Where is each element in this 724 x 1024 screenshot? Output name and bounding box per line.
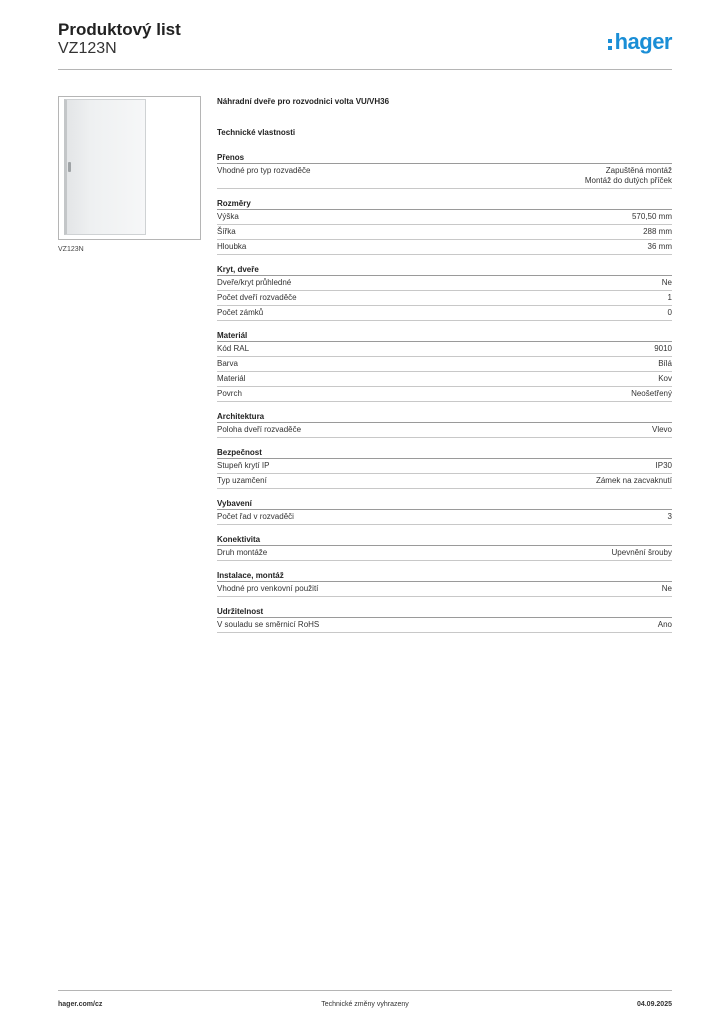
spec-value-line: IP30 [655,461,672,470]
spec-value [596,476,672,486]
spec-row [217,306,672,321]
spec-row [217,210,672,225]
page-footer [58,990,672,1012]
spec-value-line: 288 mm [643,227,672,236]
spec-row [217,582,672,597]
spec-value-line: Kov [658,374,672,383]
door-image-icon [64,99,146,235]
spec-row [217,276,672,291]
section-title: Bezpečnost [217,447,672,459]
spec-label: Šířka [217,227,236,236]
spec-value-line: Montáž do dutých příček [584,176,672,185]
spec-value [662,278,672,288]
spec-value-line: 1 [667,293,672,302]
spec-row [217,423,672,438]
spec-value [668,293,672,303]
section-title: Kryt, dveře [217,264,672,276]
spec-row [217,546,672,561]
spec-section [217,330,672,402]
spec-value-line: Ne [661,584,672,593]
spec-row [217,342,672,357]
product-code: VZ123N [58,40,117,57]
door-lock-icon [68,162,71,172]
logo-colon-icon [608,39,612,50]
spec-value [652,425,672,435]
page-title: Produktový list [58,20,181,39]
spec-value-line: Zapuštěná montáž [605,166,672,175]
spec-row [217,474,672,489]
spec-value-line: 9010 [654,344,672,353]
section-title: Rozměry [217,198,672,210]
footer-website[interactable]: hager.com/cz [58,1001,103,1008]
spec-value [654,344,672,354]
product-description: Náhradní dveře pro rozvodnici volta VU/VH36 [217,97,390,106]
spec-row [217,291,672,306]
technical-properties-heading: Technické vlastnosti [217,128,296,137]
spec-label: Barva [217,359,238,368]
footer-note: Technické změny vyhrazeny [321,1001,409,1008]
section-title: Architektura [217,411,672,423]
spec-section [217,411,672,438]
spec-value-line: Ne [661,278,672,287]
spec-value [658,359,672,369]
spec-row [217,164,672,189]
logo-text: hager [614,29,672,54]
spec-value-line: Neošetřený [631,389,672,398]
spec-row [217,387,672,402]
spec-value-line: Zámek na zacvaknutí [595,476,672,485]
spec-value [631,389,672,399]
spec-row [217,372,672,387]
spec-value-line: 0 [667,308,672,317]
spec-section [217,447,672,489]
spec-value [668,512,672,522]
section-title: Vybavení [217,498,672,510]
section-title: Instalace, montáž [217,570,672,582]
product-image-caption: VZ123N [58,246,84,253]
spec-row [217,240,672,255]
spec-value [648,242,672,252]
section-title: Udržitelnost [217,606,672,618]
spec-row [217,225,672,240]
spec-label: Druh montáže [217,548,268,557]
spec-label: Kód RAL [217,344,250,353]
spec-value [585,166,672,186]
spec-label: Stupeň krytí IP [217,461,270,470]
spec-row [217,510,672,525]
spec-label: Dveře/kryt průhledné [217,278,292,287]
spec-label: Výška [217,212,239,221]
spec-label: Materiál [217,374,246,383]
section-title: Konektivita [217,534,672,546]
spec-value [658,620,672,630]
spec-sections [217,152,672,633]
spec-value [632,212,672,222]
spec-value [658,374,672,384]
hager-logo [608,29,672,55]
spec-row [217,357,672,372]
spec-label: Počet řad v rozvaděči [217,512,294,521]
spec-label: Vhodné pro typ rozvaděče [217,166,311,175]
product-image [58,96,201,240]
spec-value [668,308,672,318]
spec-value-line: 3 [667,512,672,521]
spec-label: Typ uzamčení [217,476,267,485]
spec-value [612,548,672,558]
spec-label: Počet zámků [217,308,264,317]
spec-section [217,570,672,597]
spec-row [217,618,672,633]
spec-label: Vhodné pro venkovní použití [217,584,319,593]
spec-label: Hloubka [217,242,247,251]
spec-label: Povrch [217,389,242,398]
footer-date: 04.09.2025 [636,1001,672,1008]
spec-value-line: 36 mm [647,242,672,251]
spec-value-line: Upevnění šrouby [611,548,672,557]
spec-row [217,459,672,474]
spec-label: Poloha dveří rozvaděče [217,425,302,434]
product-details [217,96,672,642]
section-title: Materiál [217,330,672,342]
spec-value-line: Ano [657,620,672,629]
spec-label: V souladu se směrnicí RoHS [217,620,320,629]
page-header [58,20,672,70]
spec-value [656,461,672,471]
spec-section [217,606,672,633]
section-title: Přenos [217,152,672,164]
spec-section [217,534,672,561]
spec-section [217,498,672,525]
spec-section [217,264,672,321]
spec-label: Počet dveří rozvaděče [217,293,297,302]
spec-value-line: Vlevo [651,425,672,434]
spec-section [217,198,672,255]
spec-value [662,584,672,594]
spec-value-line: Bílá [658,359,672,368]
spec-value [643,227,672,237]
spec-section [217,152,672,189]
spec-value-line: 570,50 mm [631,212,672,221]
